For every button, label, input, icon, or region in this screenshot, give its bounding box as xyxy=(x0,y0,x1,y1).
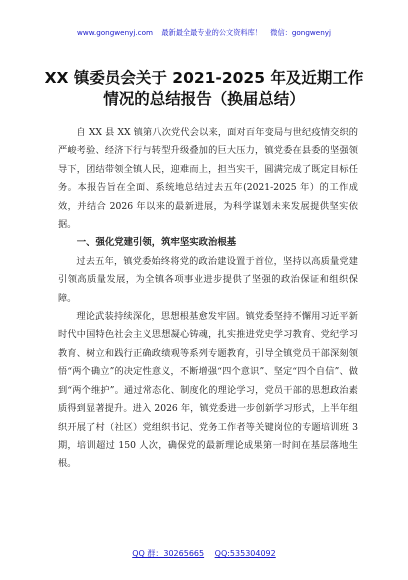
body-paragraph: 过去五年，镇党委始终将党的政治建设置于首位，坚持以高质量党建引领高质量发展，为全镇各项事业进步提供了坚强的政治保证和组织保障。 xyxy=(58,255,358,304)
qq-group-link[interactable]: QQ 群：30265665 xyxy=(132,549,205,558)
site-slogan: 最新最全最专业的公文资料库！ xyxy=(161,28,262,37)
document-title: XX 镇委员会关于 2021-2025 年及近期工作情况的总结报告（换届总结） xyxy=(44,69,364,108)
footer-contacts xyxy=(0,548,408,559)
site-banner xyxy=(0,28,408,38)
site-url[interactable]: www.gongwenyj.com xyxy=(76,28,154,37)
wechat-id: 微信：gongwenyj xyxy=(270,28,332,37)
qq-link[interactable]: QQ:535304092 xyxy=(214,549,276,558)
document-body xyxy=(58,124,358,474)
section-heading: 一、强化党建引领，筑牢坚实政治根基 xyxy=(76,237,237,249)
intro-paragraph: 自 XX 县 XX 镇第八次党代会以来，面对百年变局与世纪疫情交织的严峻考验、经济下行与转型升级叠加的巨大压力，镇党委在县委的坚强领导下，团结带领全镇人民，迎难而上，担当实干，圆满完成了既定目标任务。本报告旨在全面、系统地总结过去五年(2021-2025 年）的工作成效，并结合 2026 年以来的最新进展，为科学谋划未来发展提供坚实依据。 xyxy=(58,127,358,231)
body-paragraph: 理论武装持续深化，思想根基愈发牢固。镇党委坚持不懈用习近平新时代中国特色社会主义思想凝心铸魂，扎实推进党史学习教育、党纪学习教育、树立和践行正确政绩观等系列专题教育，引导全镇党员干部深刻领悟“两个确立”的决定性意义，不断增强“四个意识”、坚定“四个自信”、做到“两个维护”。通过常态化、制度化的理论学习，党员干部的思想政治素质得到显著提升。进入 2026 年，镇党委进一步创新学习形式，上半年组织开展了村（社区）党组织书记、党务工作者等关键岗位的专题培训班 3 期，培训超过 150 人次，确保党的最新理论成果第一时间在基层落地生根。 xyxy=(58,311,358,470)
